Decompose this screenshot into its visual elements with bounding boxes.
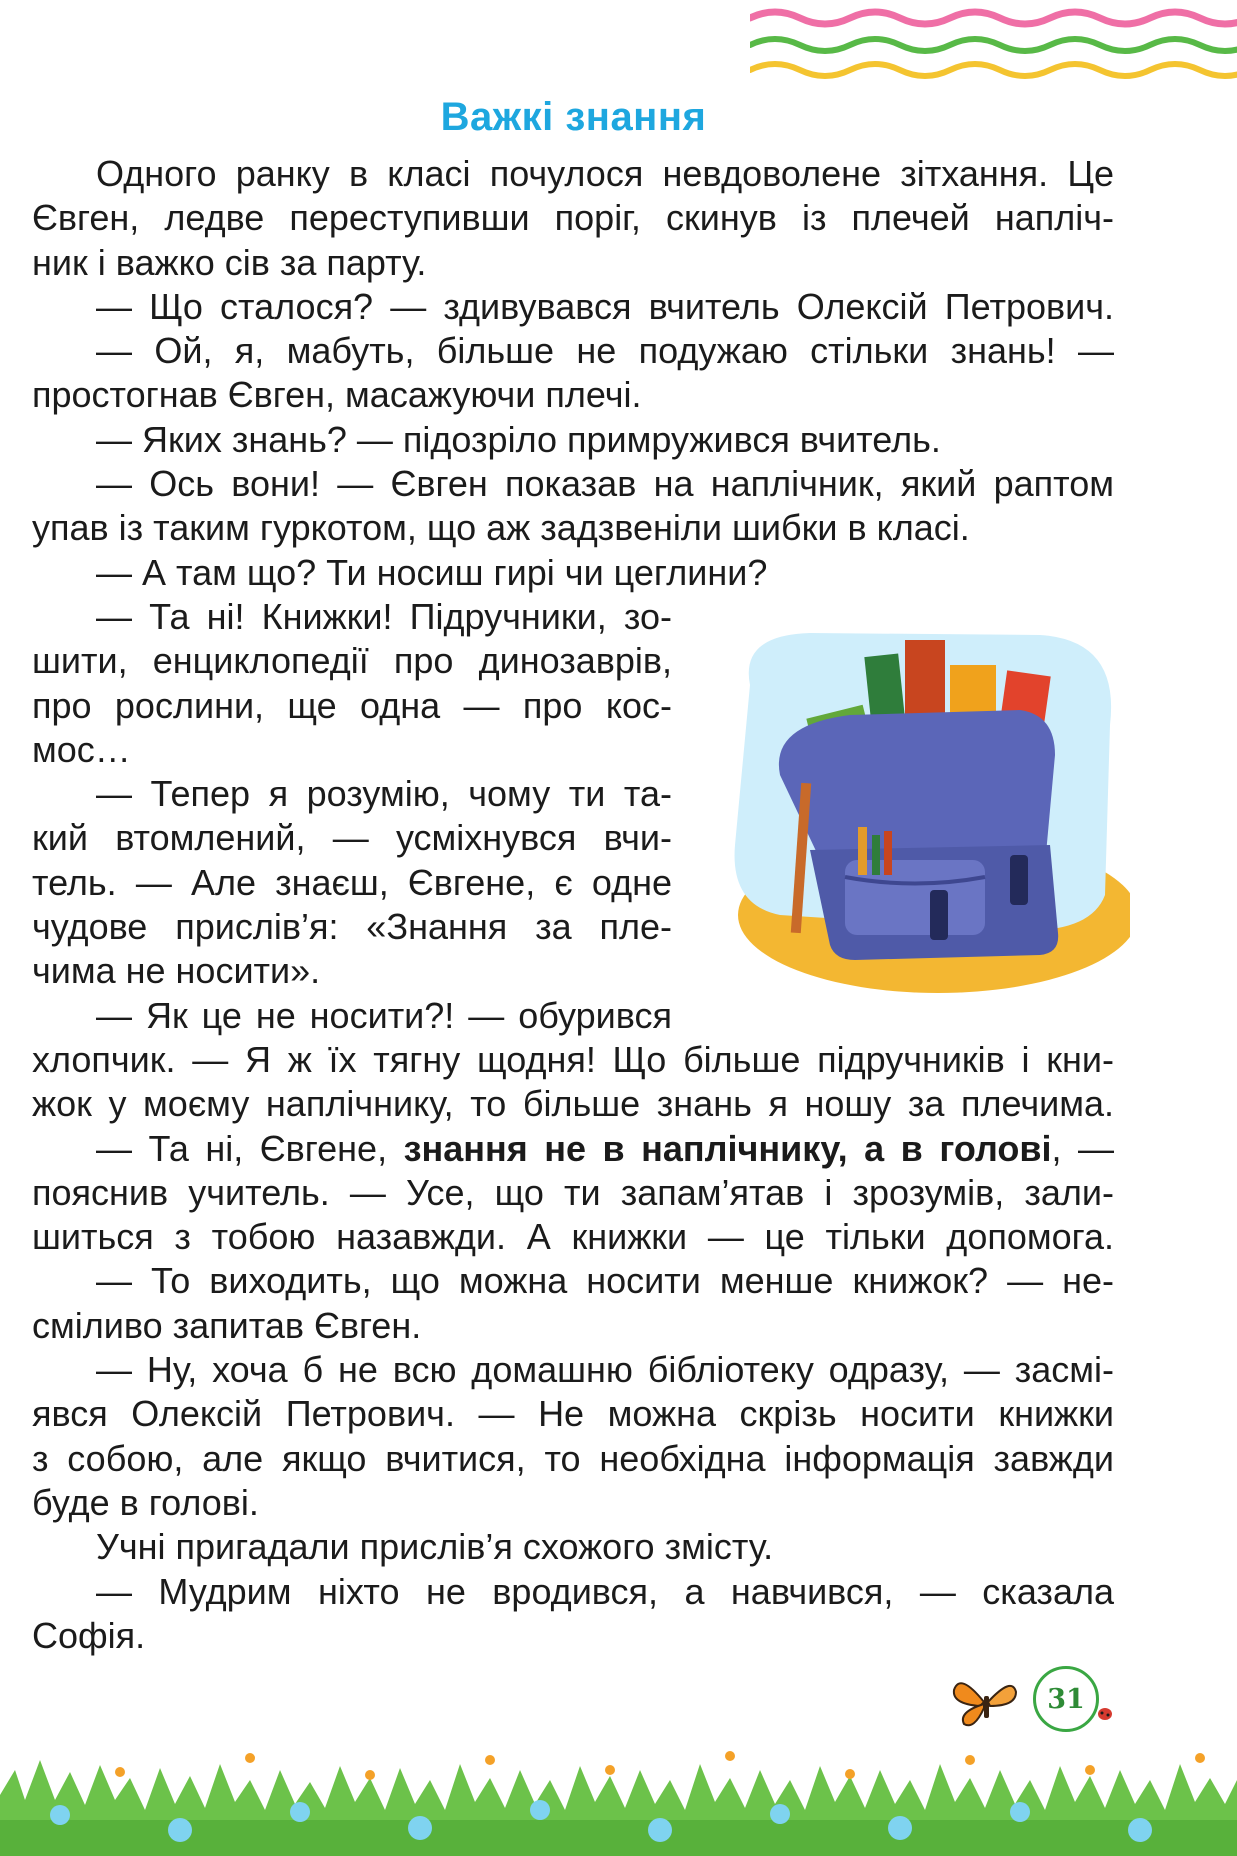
text-line: — А там що? Ти носиш гирі чи цеглини? — [96, 551, 768, 593]
bold-fragment: знання не в наплічнику, а в голові — [403, 1127, 1052, 1169]
wavy-lines-decoration — [750, 0, 1237, 95]
text-line: шиться з тобою назавжди. А книжки — це тільки допомога. — [32, 1216, 1114, 1258]
text-line: — Тепер я розумію, чому ти та- — [96, 773, 672, 815]
text-line: чудове прислів’я: «Знання за пле- — [32, 906, 672, 948]
text-line: сміливо запитав Євген. — [32, 1304, 422, 1346]
text-line: — Яких знань? — підозріло примружився вчитель. — [96, 418, 941, 460]
text-line: шити, енциклопедії про динозаврів, — [32, 640, 672, 682]
text-line: Учні пригадали прислів’я схожого змісту. — [96, 1526, 774, 1568]
story-title: Важкі знання — [440, 95, 707, 139]
text-line: з собою, але якщо вчитися, то необхідна інформація завжди — [32, 1437, 1114, 1479]
text-fragment: — Та ні, Євгене, — [96, 1127, 404, 1169]
text-line: — Та ні! Книжки! Підручники, зо- — [96, 595, 672, 637]
text-line: простогнав Євген, масажуючи плечі. — [32, 374, 642, 416]
ladybug-icon — [1097, 1706, 1113, 1720]
butterfly-icon — [950, 1672, 1020, 1730]
text-line: пояснив учитель. — Усе, що ти запам’ятав і зрозумів, зали- — [32, 1171, 1114, 1213]
page-number: 31 — [1047, 1683, 1085, 1715]
text-line: тель. — Але знаєш, Євгене, є одне — [32, 861, 672, 903]
text-line: Одного ранку в класі почулося невдоволене зітхання. Це — [96, 153, 1114, 194]
text-line: явся Олексій Петрович. — Не можна скрізь носити книжки — [32, 1393, 1114, 1435]
text-line: буде в голові. — [32, 1481, 259, 1523]
text-line: про рослини, ще одна — про кос- — [32, 684, 672, 726]
text-line: Софія. — [32, 1614, 146, 1656]
text-line: — Ой, я, мабуть, більше не подужаю стільки знань! — — [96, 330, 1114, 372]
text-line: Євген, ледве переступивши поріг, скинув із плечей напліч- — [32, 197, 1114, 239]
text-line — [32, 1127, 1114, 1171]
text-line: — Ось вони! — Євген показав на наплічник, який раптом — [96, 463, 1114, 505]
page-number-badge — [1033, 1666, 1099, 1732]
text-line: упав із таким гуркотом, що аж задзвеніли шибки в класі. — [32, 507, 970, 549]
text-line: кий втомлений, — усміхнувся вчи- — [32, 817, 672, 859]
text-line: — Мудрим ніхто не вродився, а навчився, — сказала — [96, 1570, 1114, 1612]
page-number-circle — [1033, 1666, 1099, 1732]
text-line: — Ну, хоча б не всю домашню бібліотеку одразу, — засмі- — [96, 1349, 1114, 1391]
text-line: мос… — [32, 728, 131, 770]
text-line: — Що сталося? — здивувався вчитель Олексій Петрович. — [96, 285, 1114, 327]
backpack-illustration — [710, 615, 1130, 1005]
text-line: ник і важко сів за парту. — [32, 241, 427, 283]
text-line: жок у моєму наплічнику, то більше знань я ношу за плечима. — [32, 1083, 1114, 1125]
text-line: — Як це не носити?! — обурився — [96, 994, 672, 1036]
text-line: — То виходить, що можна носити менше книжок? — не- — [96, 1260, 1114, 1302]
text-line: чима не носити». — [32, 950, 321, 992]
text-line: хлопчик. — Я ж їх тягну щодня! Що більше підручників і кни- — [32, 1038, 1114, 1080]
text-fragment: , — — [1051, 1127, 1114, 1169]
